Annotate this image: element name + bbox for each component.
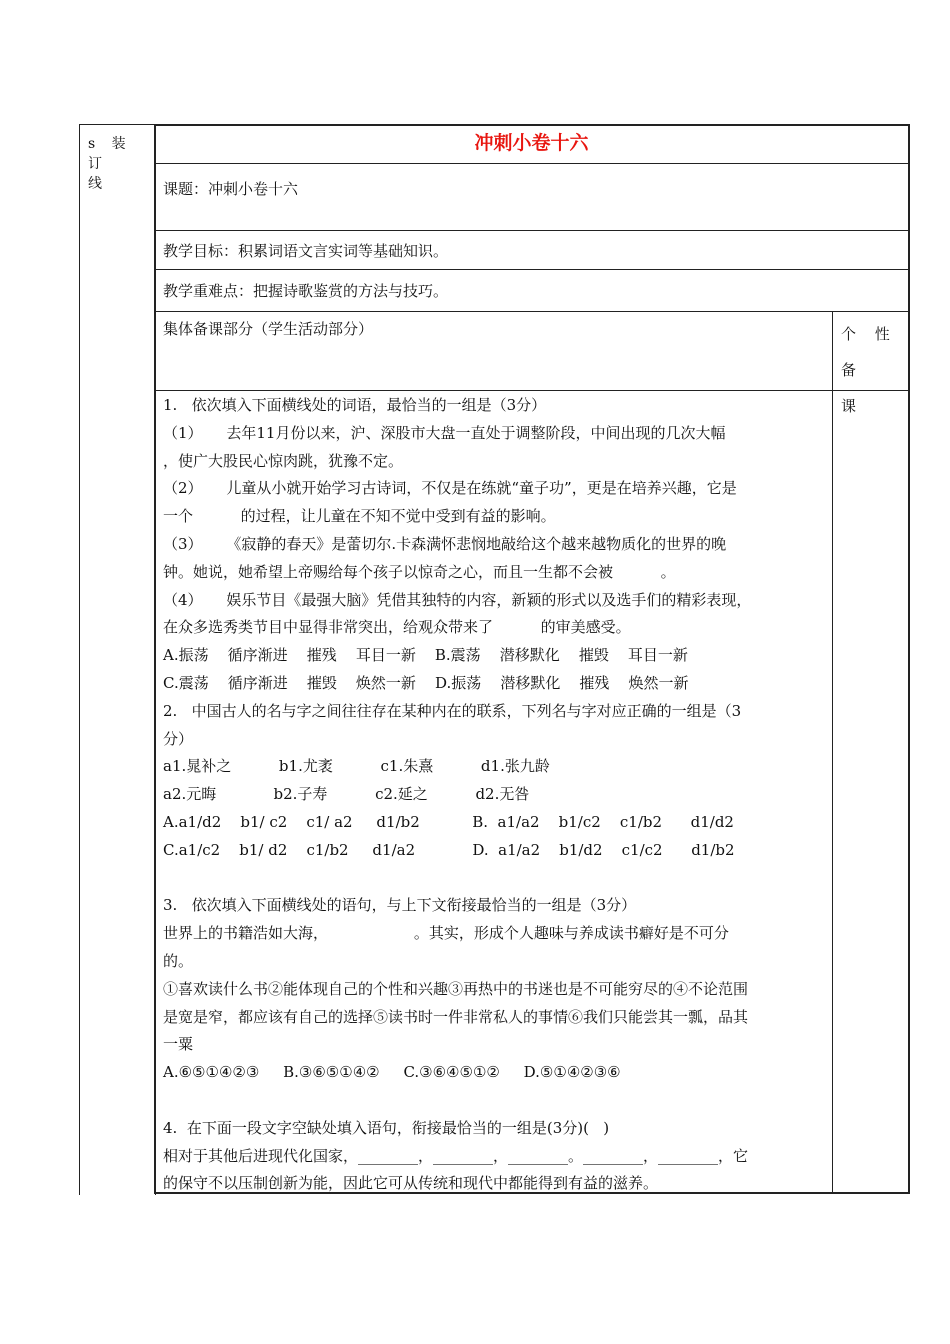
binding-line-label: 线 [88, 176, 102, 192]
content-line: （2） 儿童从小就开始学习古诗词，不仅是在练就“童子功”，更是在培养兴趣，它是 [163, 479, 737, 498]
content-line: （3） 《寂静的春天》是蕾切尔.卡森满怀悲悯地敲给这个越来越物质化的世界的晚 [163, 534, 727, 553]
content-line: 的。 [163, 951, 194, 970]
content-line: 在众多选秀类节目中显得非常突出，给观众带来了 的审美感受。 [163, 618, 631, 637]
content-line: a2.元晦 b2.子寿 c2.延之 d2.无咎 [163, 785, 530, 804]
topic-row: 课题：冲刺小卷十六 [155, 164, 908, 231]
key-points-row: 教学重难点：把握诗歌鉴赏的方法与技巧。 [155, 270, 908, 312]
content-line: 钟。她说，她希望上帝赐给每个孩子以惊奇之心，而且一生都不会被 。 [163, 562, 676, 581]
content-line: 分） [163, 729, 194, 748]
binding-label: s 装 订 [88, 136, 132, 172]
content-line: 一个 的过程，让儿童在不知不觉中受到有益的影响。 [163, 507, 556, 526]
exercise-content [163, 392, 825, 1198]
content-line: 一粟 [163, 1035, 194, 1054]
content-line: 是宽是窄，都应该有自己的选择⑤读书时一件非常私人的事情⑥我们只能尝其一瓢，品其 [163, 1007, 749, 1026]
content-line: 1. 依次填入下面横线处的词语，最恰当的一组是（3分） [163, 396, 547, 414]
content-line: 世界上的书籍浩如大海， 。其实，形成个人趣味与养成读书癖好是不可分 [163, 924, 729, 943]
content-line: （4） 娱乐节目《最强大脑》凭借其独特的内容，新颖的形式以及选手们的精彩表现， [163, 590, 752, 609]
page-title: 冲刺小卷十六 [155, 126, 908, 164]
column-divider [832, 312, 833, 1192]
content-line: A.⑥⑤①④②③ B.③⑥⑤①④② C.③⑥④⑤①② D.⑤①④②③⑥ [163, 1063, 621, 1082]
content-line: （1） 去年11月份以来，沪、深股市大盘一直处于调整阶段，中间出现的几次大幅 [163, 423, 726, 442]
content-line: 相对于其他后进现代化国家，________，________，________。________，________，它 [163, 1146, 749, 1165]
content-line: ，使广大股民心惊肉跳，犹豫不定。 [163, 451, 404, 470]
content-line: A.a1/d2 b1/ c2 c1/ a2 d1/b2 B. a1/a2 b1/c2 c1/b2 d1/d2 [163, 812, 734, 831]
content-line: 的保守不以压制创新为能，因此它可从传统和现代中都能得到有益的滋养。 [163, 1174, 659, 1193]
personal-prep-label-2: 课 [841, 397, 864, 415]
content-line: 2. 中国古人的名与字之间往往存在某种内在的联系，下列名与字对应正确的一组是（3 [163, 701, 742, 720]
binding-margin [79, 124, 156, 1195]
content-line: C.a1/c2 b1/ d2 c1/b2 d1/a2 D. a1/a2 b1/d2 c1/c2 d1/b2 [163, 840, 735, 859]
content-line: ①喜欢读什么书②能体现自己的个性和兴趣③再热中的书迷也是不可能穷尽的④不论范围 [163, 979, 749, 998]
content-line: C.震荡 循序渐进 摧毁 焕然一新 D.振荡 潜移默化 摧残 焕然一新 [163, 673, 689, 692]
content-line: 4. 在下面一段文字空缺处填入语句，衔接最恰当的一组是(3分)( ) [163, 1118, 610, 1137]
personal-prep-label-1: 个 性 备 [841, 325, 897, 379]
content-line: 3. 依次填入下面横线处的语句，与上下文衔接最恰当的一组是（3分） [163, 896, 637, 915]
collective-prep-row [155, 312, 908, 391]
personal-prep-column [841, 316, 903, 424]
content-line: a1.晁补之 b1.尤袤 c1.朱熹 d1.张九龄 [163, 757, 550, 776]
blank-line [163, 865, 825, 893]
teaching-goal-row: 教学目标：积累词语文言实词等基础知识。 [155, 231, 908, 270]
collective-prep-label: 集体备课部分（学生活动部分） [163, 320, 374, 338]
content-line: A.振荡 循序渐进 摧残 耳目一新 B.震荡 潜移默化 摧毁 耳目一新 [163, 646, 688, 665]
lesson-plan-table [154, 124, 910, 1194]
blank-line [163, 1087, 825, 1115]
